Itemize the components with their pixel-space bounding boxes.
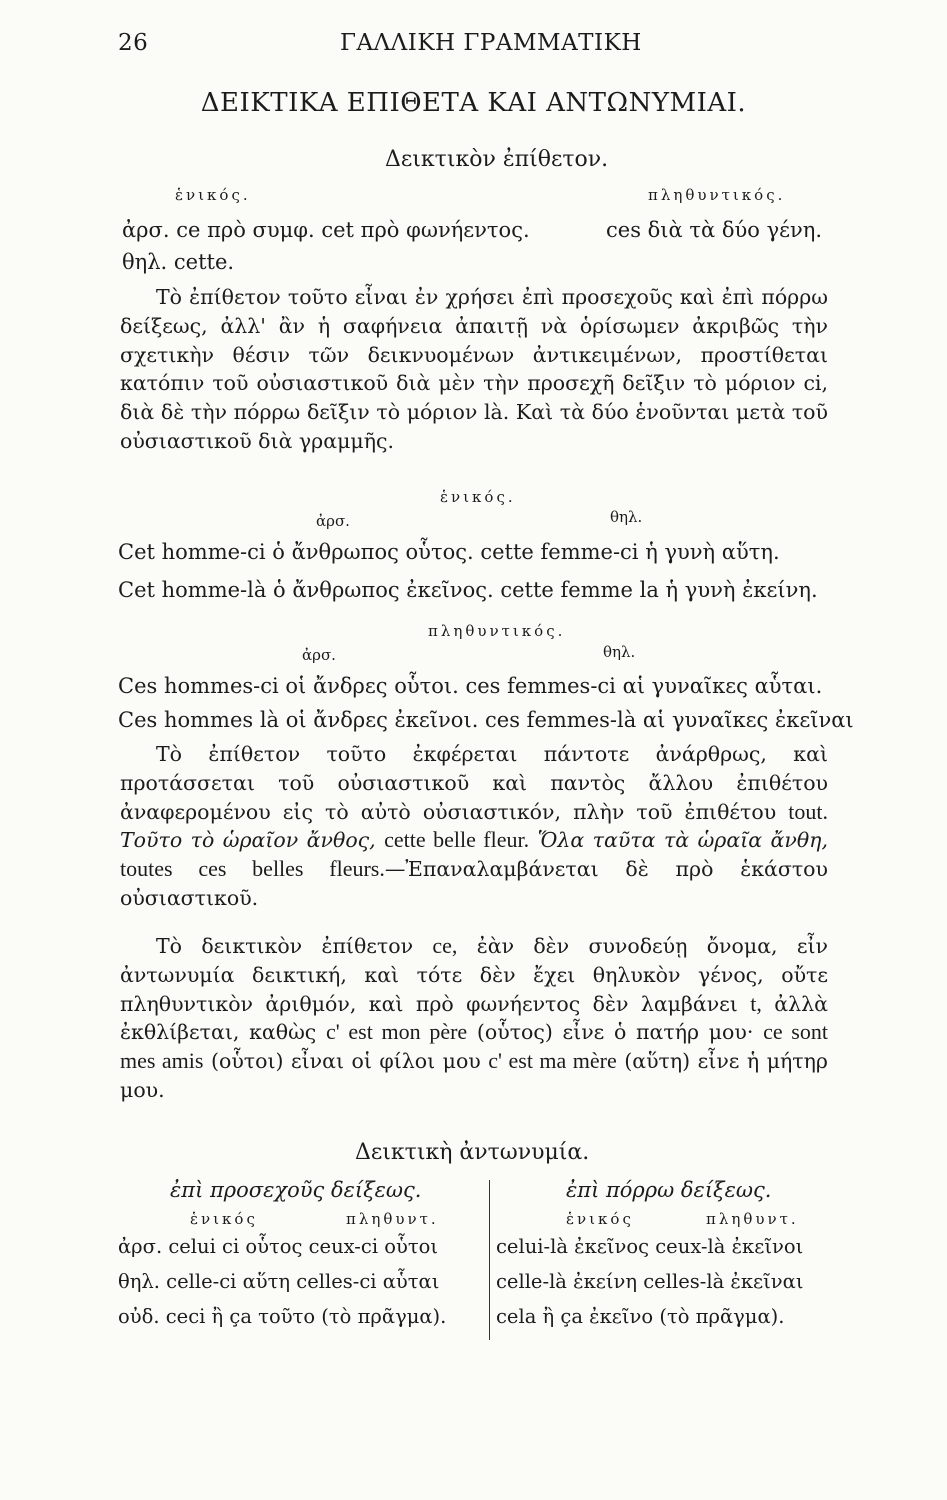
paragraph-usage [120,283,828,456]
pronoun-right-row-fem: celle-là ἐκείνη celles-là ἐκεῖναι [496,1270,804,1293]
adjective-row-feminine: θηλ. cette. [122,250,235,274]
right-column-title: ἐπὶ πόρρω δείξεως. [566,1178,772,1202]
example-singular-near: Cet homme-ci ὁ ἄνθρωπος οὗτος. cette femme-ci ἡ γυνὴ αὕτη. [118,540,780,564]
adjective-row-plural: ces διὰ τὰ δύο γένη. [606,218,823,242]
examples-label-fem-2: θηλ. [603,643,636,661]
right-label-singular: ἑνικός [566,1210,634,1228]
pronoun-left-row-neut: οὐδ. ceci ἢ ça τοῦτο (τὸ πρᾶγμα). [118,1305,447,1328]
pronoun-right-row-masc: celui-là ἐκεῖνος ceux-là ἐκεῖνοι [496,1235,804,1258]
example-plural-near: Ces hommes-ci οἱ ἄνδρες οὗτοι. ces femmes-ci αἱ γυναῖκες αὗται. [118,674,823,698]
pronoun-left-row-masc: ἀρσ. celui ci οὗτος ceux-ci οὗτοι [118,1235,439,1258]
chapter-title: ΔΕΙΚΤΙΚΑ ΕΠΙΘΕΤΑ ΚΑΙ ΑΝΤΩΝΥΜΙΑΙ. [200,88,747,118]
paragraph-usage-text: Τὸ ἐπίθετον τοῦτο εἶναι ἐν χρήσει ἐπὶ προσεχοῦς καὶ ἐπὶ πόρρω δείξεως, ἀλλ' ἂν ἡ σαφήνεια ἀπαιτῇ νὰ ὁρίσωμεν ἀκριβῶς τὴν σχετικὴν θέσιν τῶν δεικνυομένων ἀντικειμένων, προστίθεται κατόπιν τοῦ οὐσιαστικοῦ διὰ μὲν τὴν προσεχῆ δεῖξιν τὸ μόριον ci, διὰ δὲ τὴν πόρρω δεῖξιν τὸ μόριον là. Καὶ τὰ δύο ἑνοῦνται μετὰ τοῦ οὐσιαστικοῦ διὰ γραμμῆς. [120,285,828,453]
left-label-plural: πληθυντ. [346,1210,439,1228]
example-plural-far: Ces hommes là οἱ ἄνδρες ἐκεῖνοι. ces femmes-là αἱ γυναῖκες ἐκεῖναι [118,708,854,732]
paragraph-ce-pronoun: Τὸ δεικτικὸν ἐπίθετον ce, ἐὰν δὲν συνοδεύῃ ὄνομα, εἶν ἀντωνυμία δεικτική, καὶ τότε δὲν ἔχει θηλυκὸν γένος, οὔτε πληθυντικὸν ἀριθμόν, καὶ πρὸ φωνήεντος δὲν λαμβάνει t, ἀλλὰ ἐκθλίβεται, καθὼς c' est mon père (οὗτος) εἶνε ὁ πατήρ μου· ce sont mes amis (οὗτοι) εἶναι οἱ φίλοι μου c' est ma mère (αὕτη) εἶνε ἡ μήτηρ μου. [120,933,828,1102]
examples-label-masc: ἀρσ. [316,512,350,530]
left-label-singular: ἑνικός [190,1210,258,1228]
examples-label-fem: θηλ. [610,508,643,526]
column-divider [489,1180,490,1340]
pronoun-left-row-fem: θηλ. celle-ci αὕτη celles-ci αὗται [118,1270,440,1293]
examples-label-plural: πληθυντικός. [428,622,566,640]
label-singular: ἑνικός. [175,186,251,204]
pronoun-right-row-neut: cela ἢ ça ἐκεῖνο (τὸ πρᾶγμα). [496,1305,785,1328]
left-column-title: ἐπὶ προσεχοῦς δείξεως. [170,1178,422,1202]
examples-label-singular: ἑνικός. [440,488,516,506]
section-heading-adjective: Δεικτικὸν ἐπίθετον. [385,147,609,172]
page-number: 26 [118,30,149,56]
right-label-plural: πληθυντ. [706,1210,799,1228]
examples-label-masc-2: ἀρσ. [302,646,336,664]
label-plural: πληθυντικός. [648,186,786,204]
adjective-row-masculine: ἀρσ. ce πρὸ συμφ. cet πρὸ φωνήεντος. [122,218,530,242]
section-heading-pronoun: Δεικτικὴ ἀντωνυμία. [355,1140,590,1165]
running-title: ΓΑΛΛΙΚΗ ΓΡΑΜΜΑΤΙΚΗ [340,30,642,56]
paragraph-position: Τὸ ἐπίθετον τοῦτο ἐκφέρεται πάντοτε ἀνάρθρως, καὶ προτάσσεται τοῦ οὐσιαστικοῦ καὶ παντὸς ἄλλου ἐπιθέτου ἀναφερομένου εἰς τὸ αὐτὸ οὐσιαστικόν, πλὴν τοῦ ἐπιθέτου tout. Τοῦτο τὸ ὡραῖον ἄνθος, cette belle fleur. Ὅλα ταῦτα τὰ ὡραῖα ἄνθη, toutes ces belles fleurs.—Ἐπαναλαμβάνεται δὲ πρὸ ἑκάστου οὐσιαστικοῦ. [120,742,828,910]
example-singular-far: Cet homme-là ὁ ἄνθρωπος ἐκεῖνος. cette femme la ἡ γυνὴ ἐκείνη. [118,578,818,602]
